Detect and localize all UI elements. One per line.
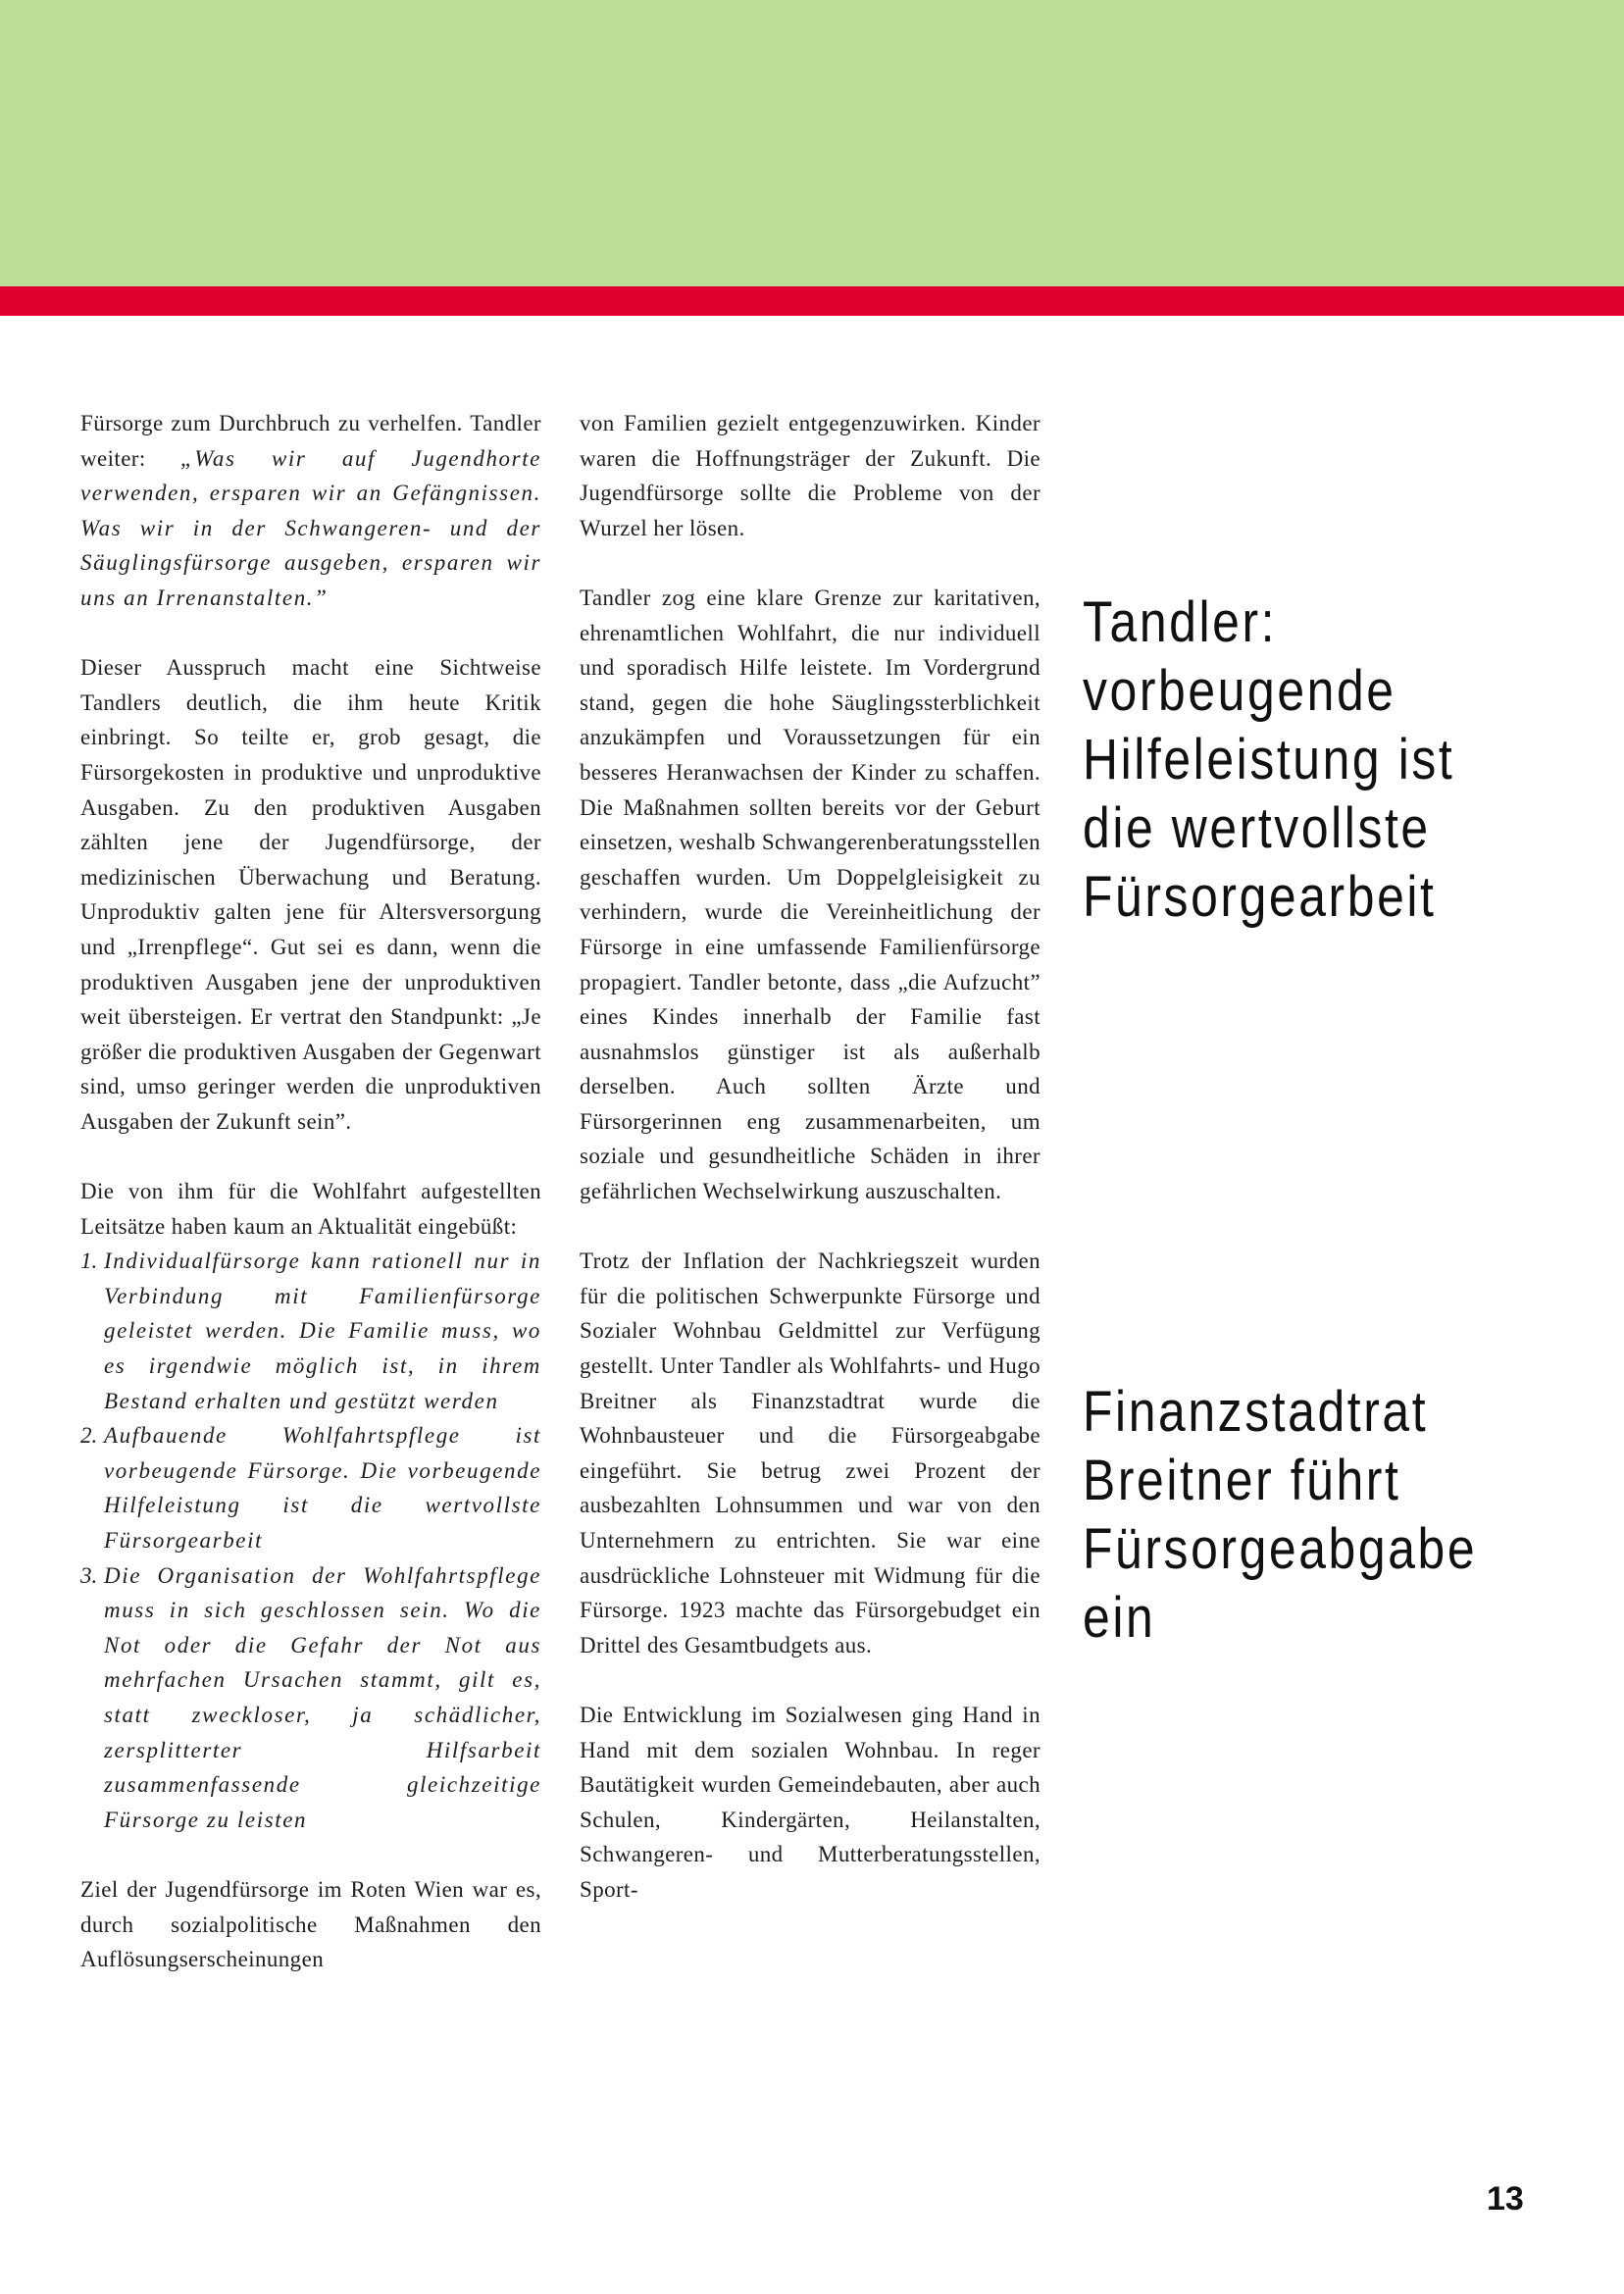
headline-line: Finanzstadtrat <box>1083 1380 1429 1444</box>
headline-line: Tandler: <box>1083 590 1278 654</box>
headline-line: Fürsorgeabgabe <box>1083 1517 1478 1581</box>
list-item-text: Aufbauende Wohlfahrtspflege ist vorbeugende Fürsorge. Die vorbeugende Hilfeleistung ist die wertvollste Fürsorgearbeit <box>104 1423 541 1553</box>
page-number: 13 <box>1487 2180 1524 2218</box>
headline-line: Fürsorgearbeit <box>1083 865 1437 929</box>
headline-line: ein <box>1083 1586 1156 1650</box>
headline-line: Breitner führt <box>1083 1449 1401 1512</box>
list-item-number: 3. <box>80 1562 98 1588</box>
headline-line: die wertvollste <box>1083 796 1431 860</box>
paragraph-3: Trotz der Inflation der Nachkriegszeit wurden für die politischen Schwerpunkte Fürsorge und Sozialer Wohnbau Geldmittel zur Verfügung gestellt. Unter Tandler als Wohlfahrts- und Hugo Breitner als Finanzstadtrat wurde die Wohnbausteuer und die Fürsorgeabgabe eingeführt. Sie betrug zwei Prozent der ausbezahlten Lohnsummen und war von den Unternehmern zu entrichten. Sie war eine ausdrückliche Lohnsteuer mit Widmung für die Fürsorge. 1923 machte das Fürsorgebudget ein Drittel des Gesamtbudgets aus. <box>580 1249 1040 1657</box>
paragraph-4: Ziel der Jugendfürsorge im Roten Wien war es, durch sozialpolitische Maßnahmen den Auflösungserscheinungen <box>80 1876 541 1972</box>
list-item <box>80 1558 541 1838</box>
list-item-text: Individualfürsorge kann rationell nur in Verbindung mit Familienfürsorge geleistet werden. Die Familie muss, wo es irgendwie möglich ist, in ihrem Bestand erhalten und gestützt werden <box>104 1249 541 1413</box>
list-item-number: 1. <box>80 1249 98 1274</box>
header-red-stripe <box>0 286 1624 316</box>
paragraph-3: Die von ihm für die Wohlfahrt aufgestellten Leitsätze haben kaum an Aktualität eingebüßt: <box>80 1179 541 1239</box>
paragraph-4: Die Entwicklung im Sozialwesen ging Hand in Hand mit dem sozialen Wohnbau. In reger Bautätigkeit wurden Gemeindebauten, aber auch Schulen, Kindergärten, Heilanstalten, Schwangeren- und Mutterberatungsstellen, Sport- <box>580 1702 1040 1902</box>
headline-breitner <box>1083 1378 1538 1653</box>
paragraph-2: Tandler zog eine klare Grenze zur karitativen, ehrenamtlichen Wohlfahrt, die nur individuell und sporadisch Hilfe leistete. Im Vordergrund stand, gegen die hohe Säuglingssterblichkeit anzukämpfen und Voraussetzungen für ein besseres Heranwachsen der Kinder zu schaffen. Die Maßnahmen sollten bereits vor der Geburt einsetzen, weshalb Schwangerenberatungsstellen geschaffen wurden. Um Doppelgleisigkeit zu verhindern, wurde die Vereinheitlichung der Fürsorge in eine umfassende Familienfürsorge propagiert. Tandler betonte, dass „die Aufzucht” eines Kindes innerhalb der Familie fast ausnahmslos günstiger ist als außerhalb derselben. Auch sollten Ärzte und Fürsorgerinnen eng zusammenarbeiten, um soziale und gesundheitliche Schäden in ihrer gefährlichen Wechselwirkung auszuschalten. <box>580 585 1040 1204</box>
paragraph-1: von Familien gezielt entgegenzuwirken. Kinder waren die Hoffnungsträger der Zukunft. Die Jugendfürsorge sollte die Probleme von der Wurzel her lösen. <box>580 411 1040 540</box>
tandler-quote: „Was wir auf Jugendhorte verwenden, ersparen wir an Gefängnissen. Was wir in der Schwangeren- und der Säuglingsfürsorge ausgeben, ersparen wir uns an Irrenanstalten.” <box>80 445 541 610</box>
list-item-number: 2. <box>80 1423 98 1449</box>
list-item <box>80 1244 541 1418</box>
paragraph-2: Dieser Ausspruch macht eine Sichtweise Tandlers deutlich, die ihm heute Kritik einbringt. So teilte er, grob gesagt, die Fürsorgekosten in produktive und unproduktive Ausgaben. Zu den produktiven Ausgaben zählten jene der Jugendfürsorge, der medizinischen Überwachung und Beratung. Unproduktiv galten jene für Altersversorgung und „Irrenpflege“. Gut sei es dann, wenn die produktiven Ausgaben jene der unproduktiven weit übersteigen. Er vertrat den Standpunkt: „Je größer die produktiven Ausgaben der Gegenwart sind, umso geringer werden die unproduktiven Ausgaben der Zukunft sein”. <box>80 655 541 1134</box>
list-item <box>80 1418 541 1557</box>
list-item-text: Die Organisation der Wohlfahrtspflege muss in sich geschlossen sein. Wo die Not oder die Gefahr der Not aus mehrfachen Ursachen stammt, gilt es, statt zweckloser, ja schädlicher, zersplitterter Hilfsarbeit zusammenfassende gleichzeitige Fürsorge zu leisten <box>104 1562 541 1832</box>
headline-line: vorbeugende <box>1083 659 1396 723</box>
text-column-middle <box>580 406 1040 1908</box>
headline-line: Hilfeleistung ist <box>1083 728 1455 791</box>
header-green-band <box>0 0 1624 286</box>
text-column-left <box>80 406 541 1977</box>
paragraph-1 <box>80 406 541 616</box>
paragraph-1-text: Fürsorge zum Durchbruch zu verhelfen. Tandler weiter: <box>80 411 541 471</box>
headline-tandler <box>1083 588 1538 932</box>
principles-list <box>80 1244 541 1837</box>
